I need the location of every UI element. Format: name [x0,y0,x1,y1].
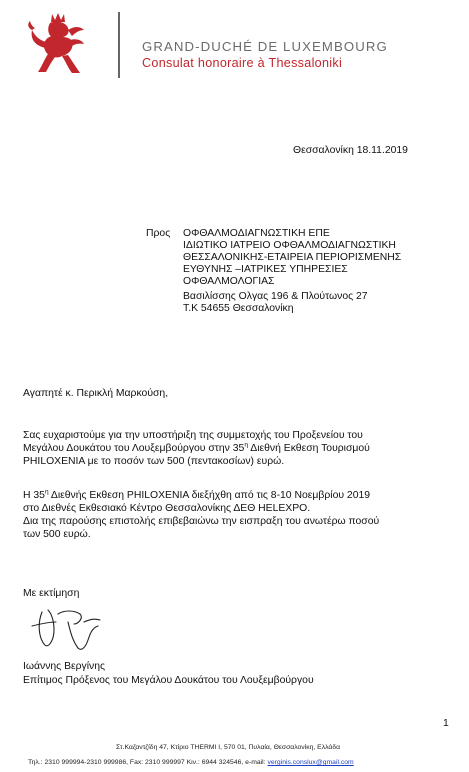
closing: Με εκτίμηση [23,588,80,599]
page-number: 1 [443,718,449,729]
paragraph2-line: Δια της παρούσης επιστολής επιβεβαιώνω την εισπραξη του ανωτέρω ποσού [23,516,380,527]
paragraph1-line: Μεγάλου Δουκάτου του Λουξεμβούργου στην $35^\eta$ Διεθνή Εκθεση Τουρισμού [23,441,370,454]
letter-date: Θεσσαλονίκη 18.11.2019 [293,145,408,156]
recipient-line: ΘΕΣΣΑΛΟΝΙΚΗΣ-ΕΤΑΙΡΕΙΑ ΠΕΡΙΟΡΙΣΜΕΝΗΣ [183,252,402,263]
header-title: GRAND-DUCHÉ DE LUXEMBOURG [142,39,388,54]
footer-email-link[interactable]: verginis.conslux@gmail.com [267,759,354,766]
paragraph2-line: των 500 ευρώ. [23,529,91,540]
paragraph2-line: Η $35^\eta$ Διεθνής Εκθεση PHILOXENIA διεξήχθη από τις 8-10 Νοεμβρίου 2019 [23,488,371,501]
paragraph1-line: PHILOXENIA με το ποσόν των 500 (πεντακοσίων) ευρώ. [23,456,285,467]
red-lion-icon [22,10,100,78]
paragraph1-line: Σας ευχαριστούμε για την υποστήριξη της συμμετοχής του Προξενείου του [23,430,363,441]
signatory-name: Ιωάννης Βεργίνης [23,661,106,672]
header-subtitle: Consulat honoraire à Thessaloniki [142,56,343,70]
greeting: Αγαπητέ κ. Περικλή Μαρκούση, [23,388,169,399]
recipient-line: Βασιλίσσης Ολγας 196 & Πλούτωνος 27 [183,291,368,302]
recipient-prefix: Προς [146,228,171,239]
handwritten-signature [28,600,118,654]
footer-contact: Τηλ.: 2310 999994-2310 999986, Fax: 2310 999997 Κιν.: 6944 324546, e-mail: verginis.conslux@gmail.com [28,759,354,766]
recipient-line: ΟΦΘΑΛΜΟΛΟΓΙΑΣ [183,276,275,287]
recipient-line: ΕΥΘΥΝΗΣ –ΙΑΤΡΙΚΕΣ ΥΠΗΡΕΣΙΕΣ [183,264,348,275]
recipient-line: Τ.Κ 54655 Θεσσαλονίκη [183,303,294,314]
signatory-title: Επίτιμος Πρόξενος του Μεγάλου Δουκάτου του Λουξεμβούργου [23,675,314,686]
header-divider [118,12,120,78]
paragraph2-line: στο Διεθνές Εκθεσιακό Κέντρο Θεσσαλονίκης ΔΕΘ HELEXPO. [23,503,311,514]
footer-address: Στ.Καζαντζίδη 47, Κτίριο THERMI I, 570 01, Πυλαία, Θεσσαλονίκη, Ελλάδα [116,744,341,751]
recipient-line: ΙΔΙΩΤΙΚΟ ΙΑΤΡΕΙΟ ΟΦΘΑΛΜΟΔΙΑΓΝΩΣΤΙΚΗ [183,240,396,251]
recipient-line: ΟΦΘΑΛΜΟΔΙΑΓΝΩΣΤΙΚΗ ΕΠΕ [183,228,330,239]
